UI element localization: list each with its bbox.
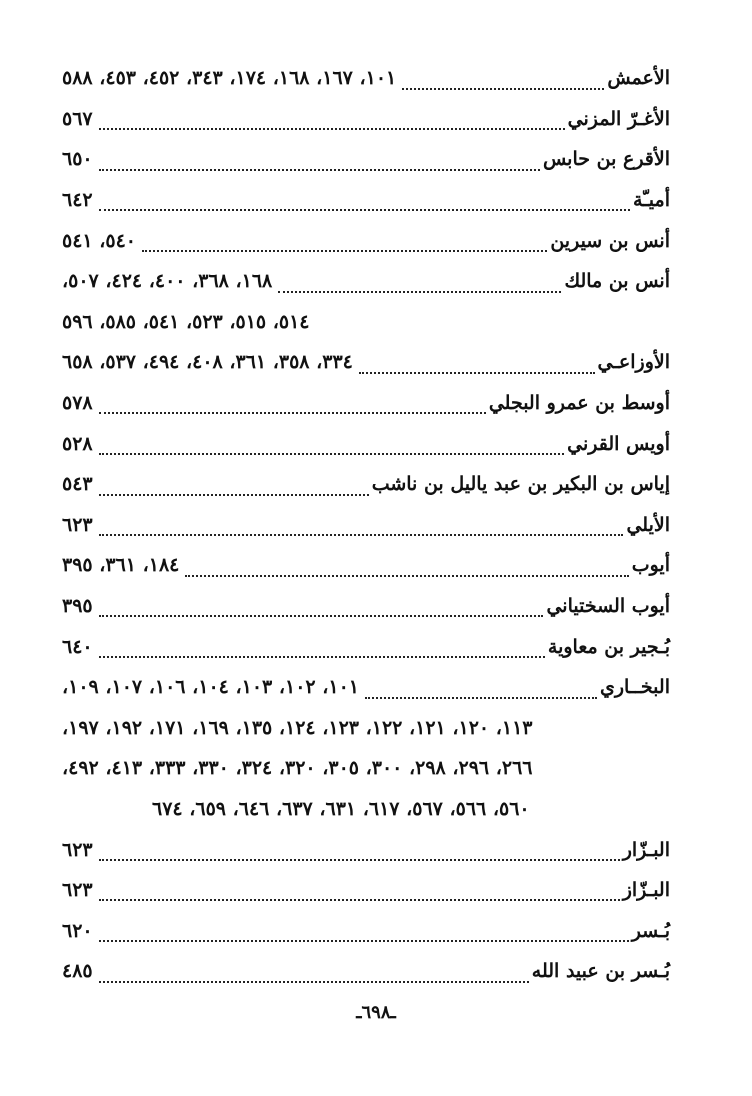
index-continuation (62, 708, 670, 749)
entry-name: الأوزاعـي (597, 351, 670, 374)
index-entry (62, 626, 670, 667)
entry-name: البخــاري (599, 676, 670, 699)
entry-pages: ٥١٤، ٥١٥، ٥٢٣، ٥٤١، ٥٨٥، ٥٩٦ (62, 310, 310, 333)
entry-name: الأغـرّ المزني (567, 107, 670, 130)
entry-pages: ١١٣، ١٢٠، ١٢١، ١٢٢، ١٢٣، ١٢٤، ١٣٥، ١٦٩، ١٧١، ١٩٢، ١٩٧، (62, 716, 533, 739)
index-entry (62, 667, 670, 708)
dot-leader (99, 534, 624, 536)
dot-leader (99, 615, 544, 617)
entry-pages: ٦٥٠ (62, 148, 93, 171)
dot-leader (99, 656, 545, 658)
index-entry (62, 99, 670, 140)
index-entry (62, 180, 670, 221)
index-entry (62, 870, 670, 911)
entry-pages: ٥٧٨ (62, 392, 93, 415)
page-number: ـ٦٩٨ـ (356, 1002, 396, 1023)
entry-name: أيوب (631, 554, 670, 577)
dot-leader (99, 209, 630, 211)
entry-pages: ٦٢٠ (62, 919, 93, 942)
entry-pages: ١٠١، ١٦٧، ١٦٨، ١٧٤، ٣٤٣، ٤٥٢، ٤٥٣، ٥٨٨ (62, 67, 397, 90)
index-continuation (62, 748, 670, 789)
index-continuation (62, 302, 670, 343)
index-entry (62, 220, 670, 261)
index-entry (62, 829, 670, 870)
index-entry (62, 423, 670, 464)
index-entry (62, 545, 670, 586)
entry-name: أميـّة (633, 189, 670, 212)
dot-leader (278, 291, 561, 293)
entry-name: الأيلي (626, 513, 670, 536)
index-continuation (62, 789, 670, 830)
entry-name: أنس بن سيرين (550, 229, 670, 252)
entry-pages: ٥٤٣ (62, 473, 93, 496)
dot-leader (99, 940, 629, 942)
index-list (62, 58, 670, 992)
entry-name: أيوب السختياني (546, 595, 670, 618)
entry-name: أوسط بن عمرو البجلي (488, 392, 670, 415)
entry-name: البـزّاز (622, 879, 670, 902)
dot-leader (99, 169, 540, 171)
index-entry (62, 261, 670, 302)
entry-pages: ٦٢٣ (62, 838, 93, 861)
index-entry (62, 951, 670, 992)
index-entry (62, 342, 670, 383)
entry-pages: ١٠١، ١٠٢، ١٠٣، ١٠٤، ١٠٦، ١٠٧، ١٠٩، (62, 676, 360, 699)
index-entry (62, 505, 670, 546)
entry-pages: ٥٤٠، ٥٤١ (62, 229, 136, 252)
dot-leader (359, 372, 595, 374)
index-entry (62, 464, 670, 505)
index-entry (62, 910, 670, 951)
index-entry (62, 586, 670, 627)
entry-pages: ٢٦٦، ٢٩٦، ٢٩٨، ٣٠٠، ٣٠٥، ٣٢٠، ٣٢٤، ٣٣٠، ٣٣٣، ٤١٣، ٤٩٢، (62, 757, 533, 780)
dot-leader (402, 88, 604, 90)
entry-name: أنس بن مالك (564, 270, 670, 293)
entry-pages: ٦٢٣ (62, 879, 93, 902)
index-entry (62, 58, 670, 99)
entry-pages: ٤٨٥ (62, 960, 93, 983)
entry-name: أويس القرني (567, 432, 670, 455)
entry-pages: ٦٢٣ (62, 513, 93, 536)
entry-name: الأعمش (607, 67, 670, 90)
entry-pages: ١٨٤، ٣٦١، ٣٩٥ (62, 554, 180, 577)
dot-leader (99, 412, 486, 414)
entry-pages: ٣٣٤، ٣٥٨، ٣٦١، ٤٠٨، ٤٩٤، ٥٣٧، ٦٥٨ (62, 351, 353, 374)
index-entry (62, 383, 670, 424)
entry-pages: ٥٢٨ (62, 432, 93, 455)
dot-leader (99, 859, 620, 861)
entry-pages: ٥٦٠، ٥٦٦، ٥٦٧، ٦١٧، ٦٣١، ٦٣٧، ٦٤٦، ٦٥٩، ٦٧٤ (152, 797, 530, 820)
dot-leader (99, 899, 620, 901)
index-entry (62, 139, 670, 180)
entry-name: بُـسر بن عبيد الله (531, 960, 670, 983)
entry-name: بُـجير بن معاوية (547, 635, 670, 658)
entry-pages: ٦٤٠ (62, 635, 93, 658)
dot-leader (142, 250, 547, 252)
entry-pages: ٦٤٢ (62, 189, 93, 212)
entry-pages: ١٦٨، ٣٦٨، ٤٠٠، ٤٢٤، ٥٠٧، (62, 270, 273, 293)
dot-leader (99, 494, 369, 496)
entry-pages: ٣٩٥ (62, 595, 93, 618)
dot-leader (365, 697, 597, 699)
dot-leader (99, 981, 529, 983)
dot-leader (99, 128, 565, 130)
dot-leader (99, 453, 565, 455)
entry-name: الأقرع بن حابس (542, 148, 670, 171)
entry-name: البـزّار (622, 838, 670, 861)
entry-name: بُـسر (631, 919, 670, 942)
entry-name: إياس بن البكير بن عبد ياليل بن ناشب (371, 473, 670, 496)
entry-pages: ٥٦٧ (62, 107, 93, 130)
dot-leader (185, 575, 628, 577)
